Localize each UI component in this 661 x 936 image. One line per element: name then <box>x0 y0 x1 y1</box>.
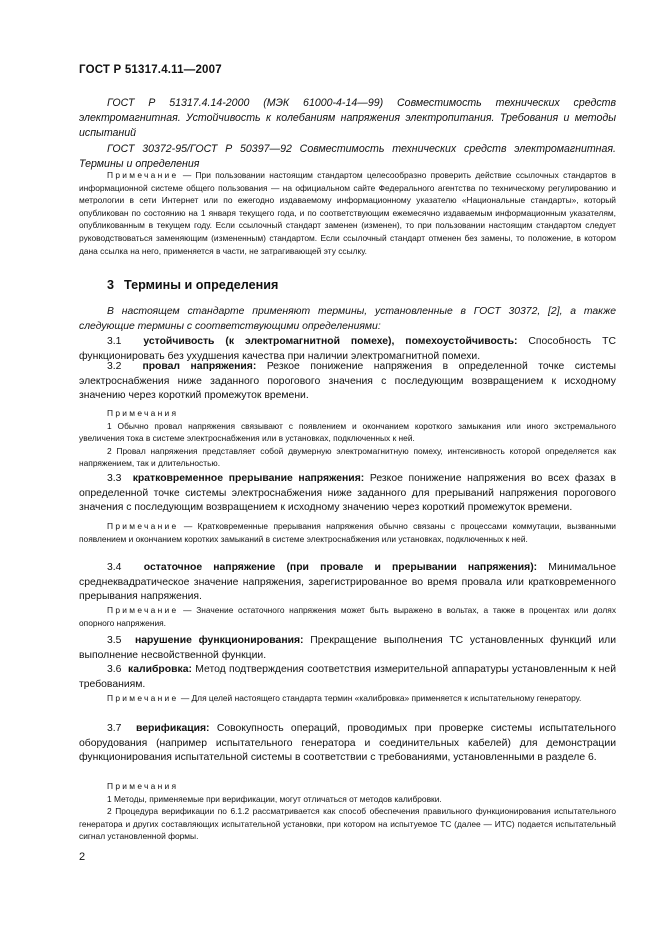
definition-3-2 <box>79 360 616 404</box>
definition-number: 3.7 <box>107 723 122 734</box>
document-header: ГОСТ Р 51317.4.11—2007 <box>79 64 222 76</box>
note-text: — Кратковременные прерывания напряжения обычно связаны с процессами коммутации, вызванными появлением и окончанием коротких замыканий в системе электроснабжения или установках, подключенных к ней. <box>79 521 616 544</box>
page-number: 2 <box>79 851 86 863</box>
note-tag: Примечание <box>107 521 179 531</box>
definition-term: калибровка: <box>128 664 192 675</box>
note-tag: Примечания <box>107 781 179 791</box>
note-text: — Значение остаточного напряжения может быть выражено в вольтах, а также в процентах или долях опорного напряжения. <box>79 605 617 628</box>
definition-3-6 <box>79 663 616 692</box>
note-item: 1 Методы, применяемые при верификации, могут отличаться от методов калибровки. <box>107 793 442 804</box>
reference-note <box>79 169 616 257</box>
definition-term: верификация: <box>136 723 210 734</box>
definition-term: провал напряжения: <box>142 361 257 372</box>
definition-text: Минимальное среднеквадратическое значение напряжения, зарегистрированное во время провала или кратковременного прерывания напряжения. <box>79 562 616 603</box>
note-tag: Примечания <box>107 408 179 418</box>
definition-text: Способность ТС функционировать без ухудшения качества при наличии электромагнитной помехи. <box>79 336 616 362</box>
normative-references <box>79 96 616 172</box>
note-item: 2 Провал напряжения представляет собой двумерную электромагнитную помеху, интенсивность которой определяется как напряжением, так и длительностью. <box>79 445 616 469</box>
definition-number: 3.5 <box>107 635 122 646</box>
definition-number: 3.3 <box>107 473 122 484</box>
definition-3-7 <box>79 722 616 766</box>
note-3-4 <box>79 604 616 629</box>
note-3-6 <box>79 692 616 705</box>
note-item: 1 Обычно провал напряжения связывают с появлением и окончанием короткого замыкания или иного экстремального увеличения тока в системе электроснабжения или в установках, подключенных к ней. <box>79 420 616 444</box>
note-text: — При пользовании настоящим стандартом целесообразно проверить действие ссылочных стандартов в информационной системе общего пользования — на официальном сайте Федерального агентства по техническому регулированию и метрологии в сети Интернет или по ежегодно издаваемому информационному указателю «Национальные стандарты», который опубликован по состоянию на 1 января текущего года, и по соответствующим ежемесячно издаваемым информационным указателям, опубликованным в текущем году. Если ссылочный стандарт заменен (изменен), то при пользовании настоящим стандартом следует руководствоваться заменяющим (измененным) стандартом. Если ссылочный стандарт отменен без замены, то положение, в котором дана ссылка на него, применяется в части, не затрагивающей эту ссылку. <box>79 170 617 256</box>
definition-text: Прекращение выполнения ТС установленных функций или выполнение несвойственной функции. <box>79 635 617 661</box>
definition-number: 3.6 <box>107 664 122 675</box>
section-title: Термины и определения <box>124 278 279 292</box>
definition-text: Метод подтверждения соответствия измерительной аппаратуры установленным к ней требованиям. <box>79 664 617 690</box>
definition-text: Резкое понижение напряжения во всех фазах в определенной точке системы электроснабжения ниже заданного для прерываний напряжения порогового значения с последующим возвращением к исходному значению через короткий промежуток времени. <box>79 473 617 514</box>
note-3-3 <box>79 520 616 545</box>
notes-3-2 <box>79 407 616 470</box>
definition-text: Резкое понижение напряжения в определенной точке системы электроснабжения ниже заданного порогового значения с последующим возвращением к исходному значению через короткий промежуток времени. <box>79 361 617 402</box>
definition-number: 3.4 <box>107 562 122 573</box>
definition-3-3 <box>79 472 616 516</box>
section-intro <box>79 305 616 334</box>
definition-3-4 <box>79 561 616 605</box>
definition-text: Совокупность операций, проводимых при проверке системы испытательного оборудования (например испытательного генератора и соединительных кабелей) для демонстрации функционирования испытательной системы в соответствии с требованиями, установленными в разделе 6. <box>79 723 616 764</box>
reference-item: ГОСТ Р 51317.4.14-2000 (МЭК 61000-4-14—99) Совместимость технических средств электромагнитная. Устойчивость к колебаниям напряжения электропитания. Требования и методы испытаний <box>79 97 616 140</box>
note-tag: Примечание <box>107 170 179 180</box>
section-number: 3 <box>107 278 115 292</box>
definition-term: кратковременное прерывание напряжения: <box>132 473 365 484</box>
definition-3-5 <box>79 634 616 663</box>
reference-item: ГОСТ 30372-95/ГОСТ Р 50397—92 Совместимость технических средств электромагнитная. Термины и определения <box>79 142 616 170</box>
definition-term: устойчивость (к электромагнитной помехе), помехоустойчивость: <box>143 336 518 347</box>
definition-term: остаточное напряжение (при провале и прерывании напряжения): <box>143 562 538 573</box>
note-tag: Примечание <box>107 605 179 615</box>
definition-number: 3.1 <box>107 336 122 347</box>
note-tag: Примечание <box>107 693 179 703</box>
intro-text: В настоящем стандарте применяют термины, установленные в ГОСТ 30372, [2], а также следующие термины с соответствующими определениями: <box>79 306 616 332</box>
note-text: — Для целей настоящего стандарта термин «калибровка» применяется к испытательному генератору. <box>180 693 582 703</box>
definition-number: 3.2 <box>107 361 122 372</box>
notes-3-7 <box>79 780 616 843</box>
section-heading <box>107 278 278 292</box>
definition-term: нарушение функционирования: <box>134 635 304 646</box>
note-item: 2 Процедура верификации по 6.1.2 рассматривается как способ обеспечения правильного функционирования испытательного генератора и других составляющих испытательной установки, при котором на испытуемое ТС (далее — ИТС) подается испытательный сигнал установленной формы. <box>79 806 616 842</box>
